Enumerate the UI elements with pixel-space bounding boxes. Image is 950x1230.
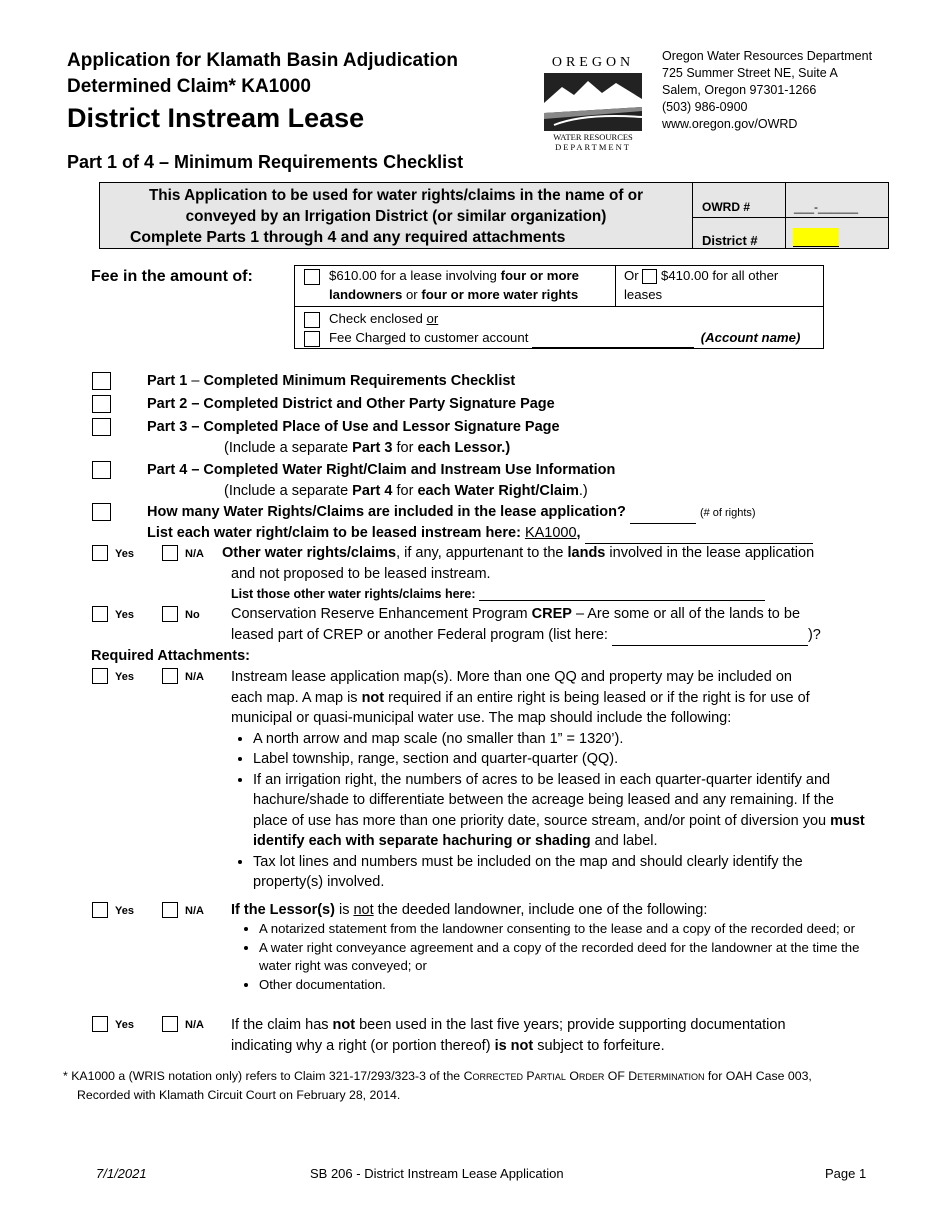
part1-checkbox[interactable] <box>92 372 111 390</box>
instructions-banner <box>99 182 889 249</box>
crep-no-label: No <box>185 609 200 621</box>
rights-count-label: How many Water Rights/Claims are included in the lease application? (# of rights) <box>147 502 756 524</box>
fee-410-checkbox[interactable] <box>642 269 657 284</box>
check-enclosed-checkbox[interactable] <box>304 312 320 328</box>
other-rights-na-checkbox[interactable] <box>162 545 178 561</box>
map-bullet: • If an irrigation right, the numbers of acres to be leased in each quarter-quarter identify and hachure/shade to differentiate between the acreage being leased and any remaining. If the place of use has more than one priority date, source stream, and/or point of diversion you must identify each with separate hachuring or shading and label. <box>253 770 871 852</box>
part2-checkbox[interactable] <box>92 395 111 413</box>
map-requirements: Instream lease application map(s). More than one QQ and property may be included on each map. A map is not required if an entire right is being leased or if the right is for use of municipal or quasi-municipal water use. The map should include the following: • A north arrow and map scale (no smaller than 1” = 1320’). • Label township, range, section and quarter-quarter (QQ). • If an irrigation right, the numbers of acres to be leased in each quarter-quarter identify and hachure/shade to differentiate between the acreage being leased and any remaining. If the place of use has more than one priority date, source stream, and/or point of diversion you must identify each with separate hachuring or shading and label. • Tax lot lines and numbers must be included on the map and should clearly identify the property(s) involved. <box>231 667 871 893</box>
owrd-number-label: OWRD # <box>702 200 750 214</box>
address-line: www.oregon.gov/OWRD <box>662 117 798 131</box>
other-rights-text: Other water rights/claims, if any, appurtenant to the lands involved in the lease application <box>222 545 815 561</box>
banner-line-2: conveyed by an Irrigation District (or similar organization) <box>185 208 607 225</box>
part3-note: (Include a separate Part 3 for each Lessor.) <box>224 440 511 456</box>
crep-text-2: leased part of CREP or another Federal program (list here: )? <box>231 625 821 646</box>
crep-yes-checkbox[interactable] <box>92 606 108 622</box>
address-line: Oregon Water Resources Department <box>662 49 873 63</box>
logo-bottom-text-2: DEPARTMENT <box>555 142 631 152</box>
footnote: * KA1000 a (WRIS notation only) refers to Claim 321-17/293/323-3 of the Corrected Partial Order OF Determination for OAH Case 003, Recorded with Klamath Circuit Court on February 28, 2014. <box>63 1069 812 1102</box>
district-number-field[interactable] <box>793 228 839 247</box>
part-subtitle: Part 1 of 4 – Minimum Requirements Checklist <box>67 152 464 172</box>
banner-line-3: Complete Parts 1 through 4 and any required attachments <box>130 229 566 246</box>
title-line-1: Application for Klamath Basin Adjudication <box>67 50 458 71</box>
part2-label: Part 2 – Completed District and Other Party Signature Page <box>147 396 555 412</box>
crep-program-field[interactable] <box>612 645 808 646</box>
part4-note: (Include a separate Part 4 for each Water Right/Claim.) <box>224 483 588 499</box>
required-attachments-heading: Required Attachments: <box>91 648 250 664</box>
fee-charged-checkbox[interactable] <box>304 331 320 347</box>
forfeiture-text: If the claim has not been used in the last five years; provide supporting documentation indicating why a right (or portion thereof) is not subject to forfeiture. <box>231 1017 786 1054</box>
account-name-field[interactable] <box>532 347 694 348</box>
agency-address <box>662 48 872 133</box>
part3-checkbox[interactable] <box>92 418 111 436</box>
other-rights-text-2: and not proposed to be leased instream. <box>231 566 491 582</box>
fee-label: Fee in the amount of: <box>91 268 253 285</box>
list-rights-label: List each water right/claim to be leased instream here: KA1000, <box>147 523 813 544</box>
fee-charged-label: Fee Charged to customer account (Account name) <box>329 329 800 348</box>
other-rights-yes-label: Yes <box>115 548 134 560</box>
lessor-bullet: • Other documentation. <box>259 976 871 995</box>
fee-610-label: $610.00 for a lease involving four or more landowners or four or more water rights <box>329 268 579 302</box>
map-bullet: • Label township, range, section and quarter-quarter (QQ). <box>253 749 871 770</box>
address-line: Salem, Oregon 97301-1266 <box>662 83 817 97</box>
crep-yes-label: Yes <box>115 609 134 621</box>
map-bullet: • Tax lot lines and numbers must be included on the map and should clearly identify the property(s) involved. <box>253 852 871 893</box>
part1-label: Part 1 – Completed Minimum Requirements Checklist <box>147 373 516 389</box>
logo-bottom-text-1: WATER RESOURCES <box>553 132 633 142</box>
page-title: District Instream Lease <box>67 103 365 133</box>
forfeiture-na-label: N/A <box>185 1019 204 1031</box>
fee-610-checkbox[interactable] <box>304 269 320 285</box>
lessor-na-label: N/A <box>185 905 204 917</box>
map-yes-label: Yes <box>115 671 134 683</box>
rights-count-checkbox[interactable] <box>92 503 111 521</box>
part3-label: Part 3 – Completed Place of Use and Lessor Signature Page <box>147 419 560 435</box>
footer-date: 7/1/2021 <box>96 1166 147 1181</box>
page-number: Page 1 <box>825 1166 867 1181</box>
lessor-na-checkbox[interactable] <box>162 902 178 918</box>
owrd-number-field[interactable]: ___-______ <box>794 200 859 214</box>
address-line: 725 Summer Street NE, Suite A <box>662 66 838 80</box>
lessor-text: If the Lessor(s) is not the deeded landowner, include one of the following: <box>231 902 708 918</box>
other-rights-list-label: List those other water rights/claims here: <box>231 587 765 601</box>
map-bullet: • A north arrow and map scale (no smaller than 1” = 1320’). <box>253 729 871 750</box>
lessor-yes-checkbox[interactable] <box>92 902 108 918</box>
other-rights-list-field[interactable] <box>479 600 765 601</box>
map-na-label: N/A <box>185 671 204 683</box>
logo-top-text: OREGON <box>551 55 635 70</box>
address-line: (503) 986-0900 <box>662 100 748 114</box>
forfeiture-na-checkbox[interactable] <box>162 1016 178 1032</box>
title-line-2: Determined Claim* KA1000 <box>67 76 311 97</box>
lessor-bullet: • A notarized statement from the landowner consenting to the lease and a copy of the recorded deed; or <box>259 920 871 939</box>
fee-410-label: Or $410.00 for all other leases <box>624 268 779 302</box>
check-enclosed-label: Check enclosed or <box>329 311 439 326</box>
other-rights-yes-checkbox[interactable] <box>92 545 108 561</box>
landscape-icon <box>544 73 642 131</box>
map-na-checkbox[interactable] <box>162 668 178 684</box>
district-number-label: District # <box>702 233 758 248</box>
fee-options-box <box>294 265 824 349</box>
map-yes-checkbox[interactable] <box>92 668 108 684</box>
lessor-bullet: • A water right conveyance agreement and a copy of the recorded deed for the landowner at the time the water right was conveyed; or <box>259 939 871 976</box>
crep-text: Conservation Reserve Enhancement Program CREP – Are some or all of the lands to be <box>231 606 801 622</box>
banner-line-1: This Application to be used for water rights/claims in the name of or <box>148 187 644 204</box>
part4-label: Part 4 – Completed Water Right/Claim and Instream Use Information <box>147 462 616 478</box>
forfeiture-yes-label: Yes <box>115 1019 134 1031</box>
oregon-logo <box>543 55 643 153</box>
footer-form-name: SB 206 - District Instream Lease Application <box>310 1166 564 1181</box>
lessor-yes-label: Yes <box>115 905 134 917</box>
other-rights-na-label: N/A <box>185 548 204 560</box>
forfeiture-yes-checkbox[interactable] <box>92 1016 108 1032</box>
crep-no-checkbox[interactable] <box>162 606 178 622</box>
part4-checkbox[interactable] <box>92 461 111 479</box>
lessor-options <box>231 920 871 994</box>
